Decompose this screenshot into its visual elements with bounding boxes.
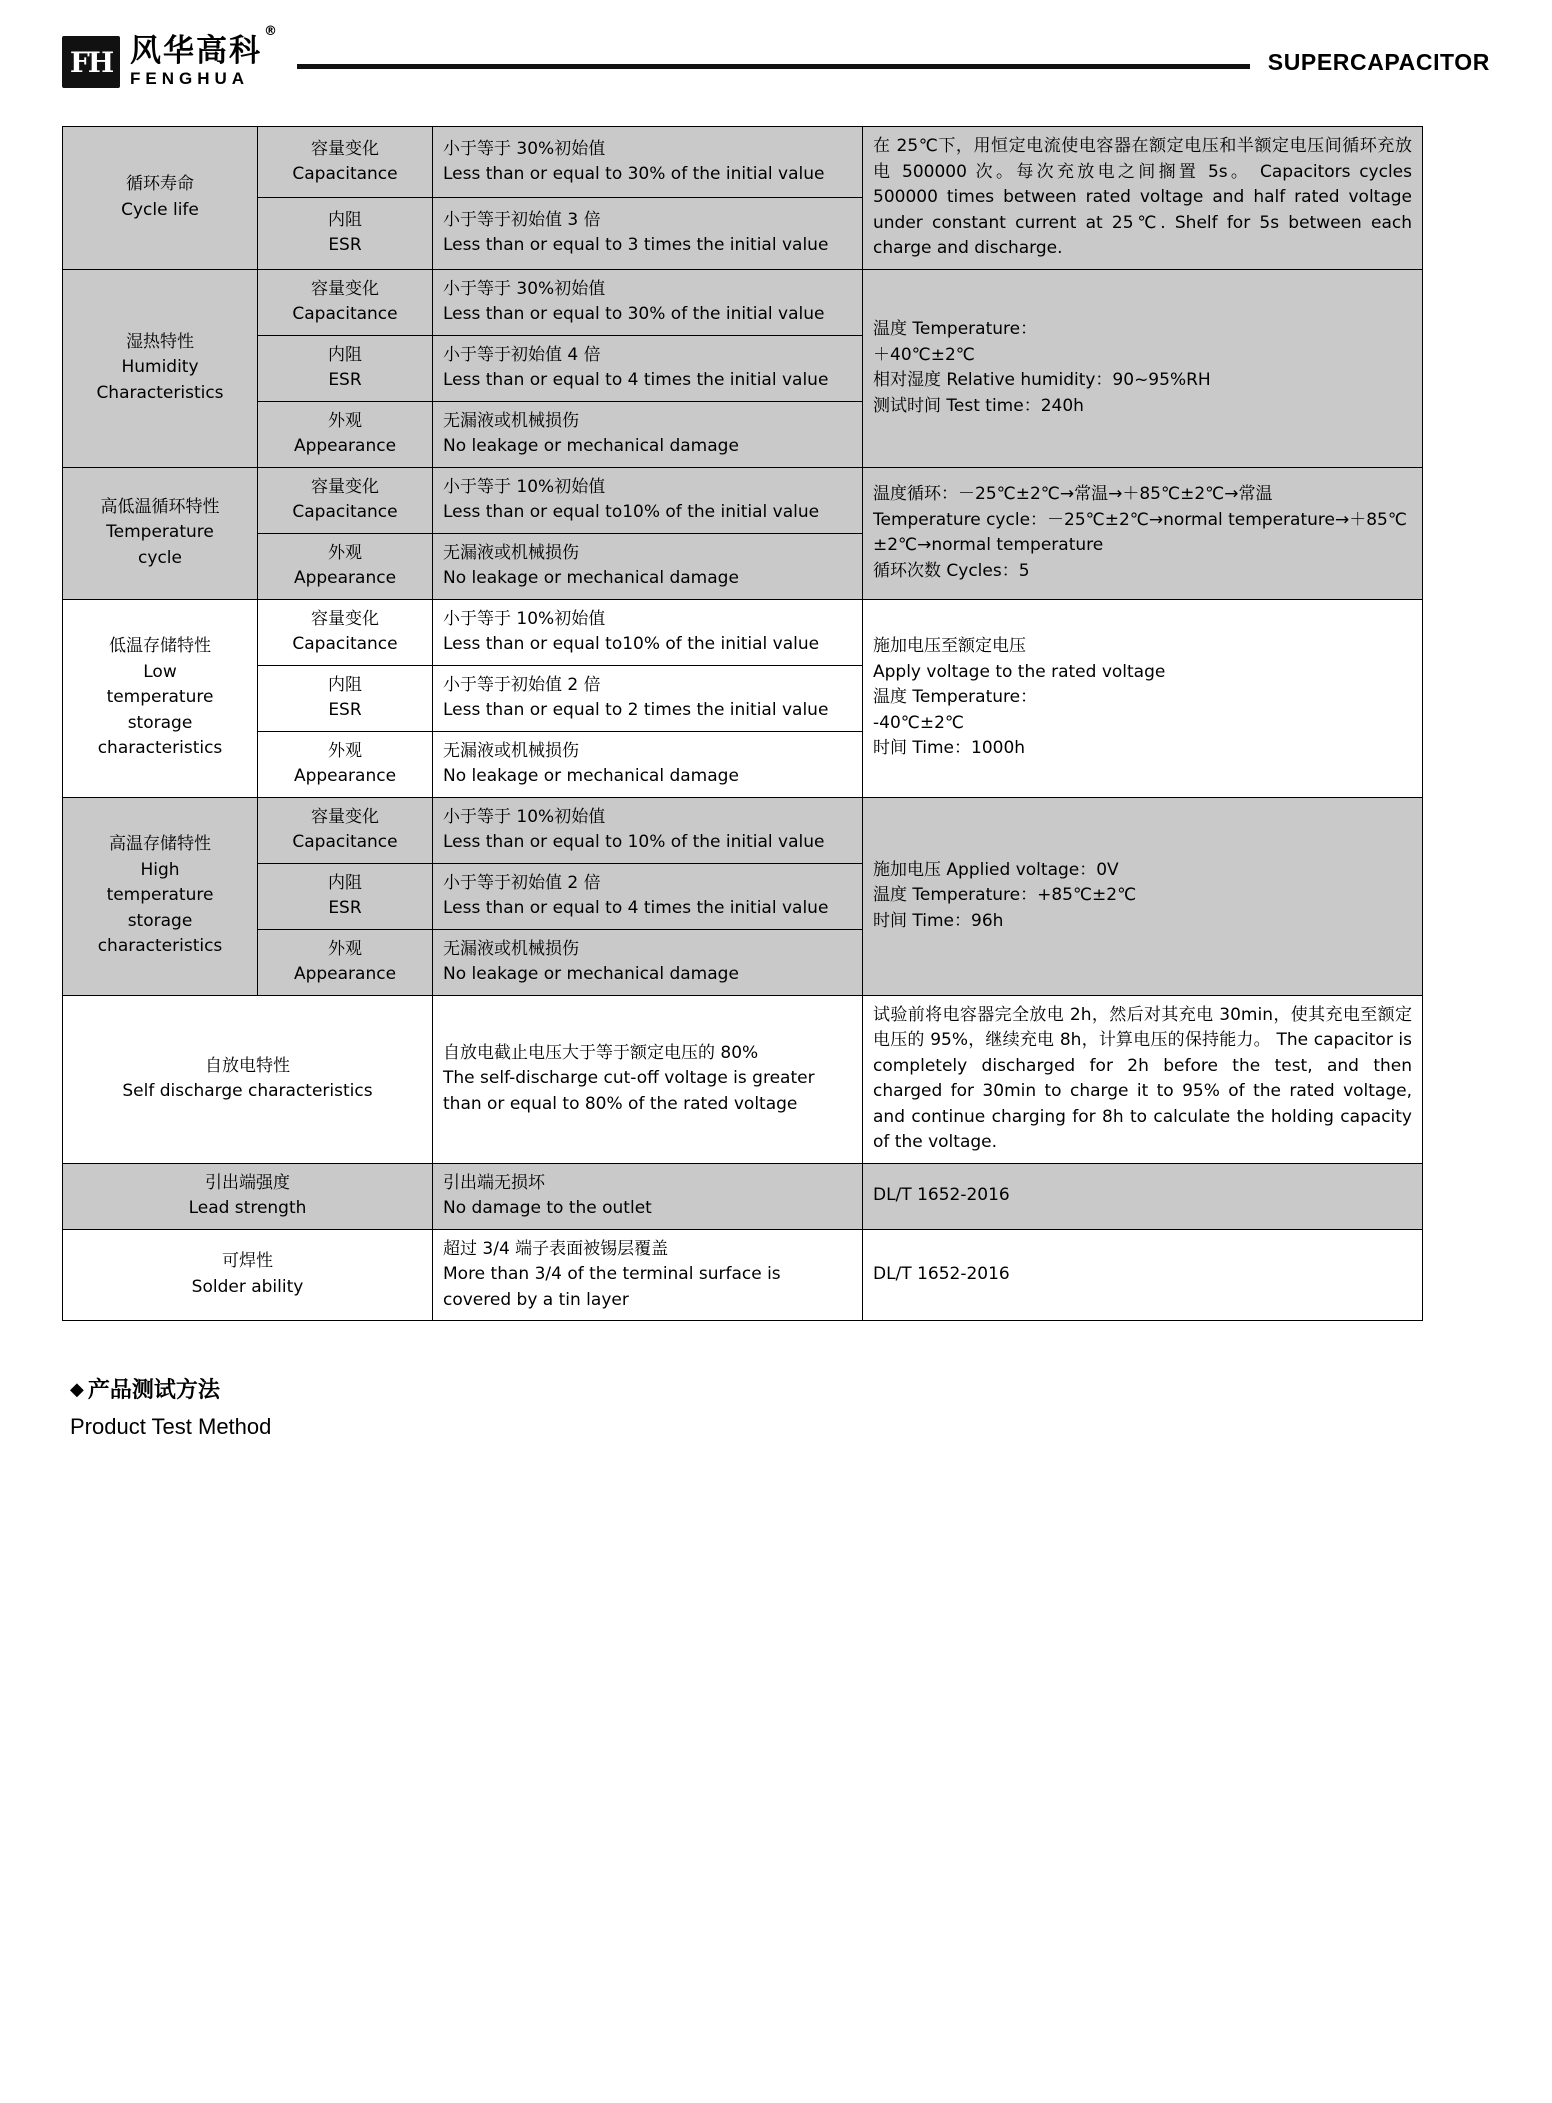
spec-esr: 小于等于初始值 2 倍 Less than or equal to 2 times the initial value [433,665,863,731]
brand-text [130,24,279,90]
item-self-discharge: 自放电特性 Self discharge characteristics [63,995,433,1163]
spec-appearance: 无漏液或机械损伤 No leakage or mechanical damage [433,533,863,599]
page-header [62,0,1490,110]
spec-capacitance: 小于等于 30%初始值 Less than or equal to 30% of the initial value [433,269,863,335]
spec-esr: 小于等于初始值 3 倍 Less than or equal to 3 times the initial value [433,198,863,269]
param-esr: 内阻 ESR [258,863,433,929]
fenghua-logo-icon: FH [62,36,120,88]
spec-esr: 小于等于初始值 2 倍 Less than or equal to 4 times the initial value [433,863,863,929]
brand-name-en: FENGHUA [130,69,250,89]
table-row [63,995,1423,1163]
spec-lead-strength: 引出端无损坏 No damage to the outlet [433,1163,863,1229]
condition-solder-ability: DL/T 1652-2016 [863,1229,1423,1321]
spec-appearance: 无漏液或机械损伤 No leakage or mechanical damage [433,731,863,797]
item-humidity-characteristics: 湿热特性 Humidity Characteristics [63,269,258,467]
item-high-temperature-storage: 高温存储特性 High temperature storage characteristics [63,797,258,995]
param-capacitance: 容量变化 Capacitance [258,467,433,533]
param-capacitance: 容量变化 Capacitance [258,599,433,665]
param-appearance: 外观 Appearance [258,533,433,599]
param-capacitance: 容量变化 Capacitance [258,797,433,863]
param-capacitance: 容量变化 Capacitance [258,127,433,198]
section-heading-en: Product Test Method [70,1413,272,1439]
item-low-temperature-storage: 低温存储特性 Low temperature storage characteristics [63,599,258,797]
table-row [63,1229,1423,1321]
param-esr: 内阻 ESR [258,665,433,731]
condition-low-temperature-storage: 施加电压至额定电压 Apply voltage to the rated voltage 温度 Temperature： -40℃±2℃ 时间 Time：1000h [863,599,1423,797]
header-divider [297,64,1250,69]
spec-capacitance: 小于等于 10%初始值 Less than or equal to 10% of the initial value [433,797,863,863]
condition-humidity: 温度 Temperature： ＋40℃±2℃ 相对湿度 Relative humidity：90~95%RH 测试时间 Test time：240h [863,269,1423,467]
spec-appearance: 无漏液或机械损伤 No leakage or mechanical damage [433,929,863,995]
section-product-test-method [62,1375,1490,1443]
item-lead-strength: 引出端强度 Lead strength [63,1163,433,1229]
spec-self-discharge: 自放电截止电压大于等于额定电压的 80% The self-discharge cut-off voltage is greater than or equal to 80% of the rated voltage [433,995,863,1163]
item-temperature-cycle: 高低温循环特性 Temperature cycle [63,467,258,599]
param-esr: 内阻 ESR [258,335,433,401]
diamond-bullet-icon: ◆ [70,1379,84,1400]
table-row [63,127,1423,198]
condition-temperature-cycle: 温度循环：－25℃±2℃→常温→＋85℃±2℃→常温 Temperature cycle：－25℃±2℃→normal temperature→＋85℃±2℃→normal temperature 循环次数 Cycles：5 [863,467,1423,599]
spec-capacitance: 小于等于 10%初始值 Less than or equal to10% of the initial value [433,599,863,665]
condition-high-temperature-storage: 施加电压 Applied voltage：0V 温度 Temperature：+85℃±2℃ 时间 Time：96h [863,797,1423,995]
brand-logo [62,24,279,90]
param-appearance: 外观 Appearance [258,401,433,467]
table-row [63,467,1423,533]
table-row [63,1163,1423,1229]
section-heading-cn: ◆ 产品测试方法 [70,1378,220,1403]
spec-solder-ability: 超过 3/4 端子表面被锡层覆盖 More than 3/4 of the terminal surface is covered by a tin layer [433,1229,863,1321]
table-row [63,599,1423,665]
item-solder-ability: 可焊性 Solder ability [63,1229,433,1321]
param-appearance: 外观 Appearance [258,731,433,797]
param-appearance: 外观 Appearance [258,929,433,995]
brand-name-cn: 风华高科® [130,24,279,69]
table-row [63,797,1423,863]
condition-self-discharge: 试验前将电容器完全放电 2h，然后对其充电 30min，使其充电至额定电压的 95%，继续充电 8h，计算电压的保持能力。 The capacitor is completely discharged for 2h before the test, and then charged for 30min to charge it to 95% of the rated voltage, and continue charging for 8h to calculate the holding capacity of the voltage. [863,995,1423,1163]
condition-lead-strength: DL/T 1652-2016 [863,1163,1423,1229]
spec-appearance: 无漏液或机械损伤 No leakage or mechanical damage [433,401,863,467]
specification-table [62,126,1423,1321]
param-capacitance: 容量变化 Capacitance [258,269,433,335]
spec-capacitance: 小于等于 30%初始值 Less than or equal to 30% of the initial value [433,127,863,198]
page-title: SUPERCAPACITOR [1267,48,1490,75]
condition-cycle-life: 在 25℃下，用恒定电流使电容器在额定电压和半额定电压间循环充放电 500000 次。每次充放电之间搁置 5s。 Capacitors cycles 500000 times between rated voltage and half rated voltage under constant current at 25℃. Shelf for 5s between each charge and discharge. [863,127,1423,270]
table-row [63,269,1423,335]
registered-trademark-icon: ® [264,24,279,40]
param-esr: 内阻 ESR [258,198,433,269]
spec-esr: 小于等于初始值 4 倍 Less than or equal to 4 times the initial value [433,335,863,401]
item-cycle-life: 循环寿命 Cycle life [63,127,258,270]
spec-capacitance: 小于等于 10%初始值 Less than or equal to10% of the initial value [433,467,863,533]
